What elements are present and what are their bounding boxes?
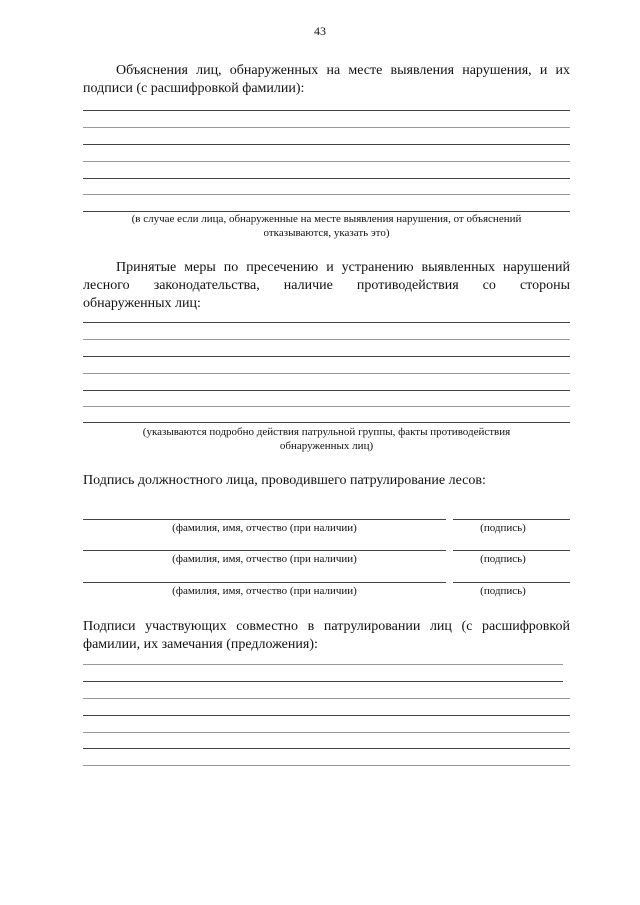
explanations-heading-line-2: подписи (с расшифровкой фамилии): [83,81,305,96]
participants-line[interactable] [83,664,563,665]
signature-caption: (подпись) [480,553,526,565]
measures-caption [83,425,570,453]
signature-caption: (подпись) [480,585,526,597]
full-name-line[interactable] [83,519,446,520]
measures-heading-line-1: Принятые меры по пресечению и устранению выявленных нарушений [116,260,570,275]
signature-row [83,582,570,602]
participants-line[interactable] [83,681,563,682]
explanations-line[interactable] [83,161,570,162]
participants-line[interactable] [83,698,570,699]
measures-line[interactable] [83,422,570,423]
full-name-caption: (фамилия, имя, отчество (при наличии) [172,585,357,597]
signature-caption: (подпись) [480,522,526,534]
explanations-line[interactable] [83,127,570,128]
explanations-caption-line-2: отказываются, указать это) [263,227,390,239]
explanations-line[interactable] [83,194,570,195]
page-number: 43 [314,24,326,38]
signature-row [83,550,570,570]
official-signature-heading-text: Подпись должностного лица, проводившего патрулирование лесов: [83,473,486,488]
measures-caption-line-1: (указываются подробно действия патрульной группы, факты противодействия [142,426,511,438]
explanations-caption-line-1: (в случае если лица, обнаруженные на месте выявления нарушения, от объяснений [131,213,522,225]
measures-line[interactable] [83,356,570,357]
full-name-line[interactable] [83,550,446,551]
measures-heading-line-2: лесного законодательства, наличие противодействия со стороны [83,278,570,293]
signature-line[interactable] [453,550,570,551]
participants-line[interactable] [83,748,570,749]
participants-heading-line-2: фамилии, их замечания (предложения): [83,637,318,652]
explanations-heading-line-1: Объяснения лиц, обнаруженных на месте выявления нарушения, и их [116,63,570,78]
signature-line[interactable] [453,582,570,583]
participants-heading-line-1: Подписи участвующих совместно в патрулировании лиц (с расшифровкой [83,619,570,634]
full-name-line[interactable] [83,582,446,583]
signature-line[interactable] [453,519,570,520]
full-name-caption: (фамилия, имя, отчество (при наличии) [172,553,357,565]
measures-line[interactable] [83,373,570,374]
full-name-caption: (фамилия, имя, отчество (при наличии) [172,522,357,534]
measures-section [83,259,570,313]
measures-caption-line-2: обнаруженных лиц) [279,440,374,452]
measures-line[interactable] [83,406,570,407]
explanations-line[interactable] [83,110,570,111]
explanations-line[interactable] [83,144,570,145]
participants-section [83,618,570,654]
participants-line[interactable] [83,732,570,733]
measures-line[interactable] [83,339,570,340]
measures-heading-line-3: обнаруженных лиц: [83,296,201,311]
participants-line[interactable] [83,765,570,766]
explanations-section [83,62,570,98]
explanations-caption [83,212,570,240]
signature-row [83,519,570,539]
official-signature-heading [83,472,570,490]
explanations-line[interactable] [83,178,570,179]
measures-line[interactable] [83,322,570,323]
participants-line[interactable] [83,715,570,716]
measures-line[interactable] [83,390,570,391]
